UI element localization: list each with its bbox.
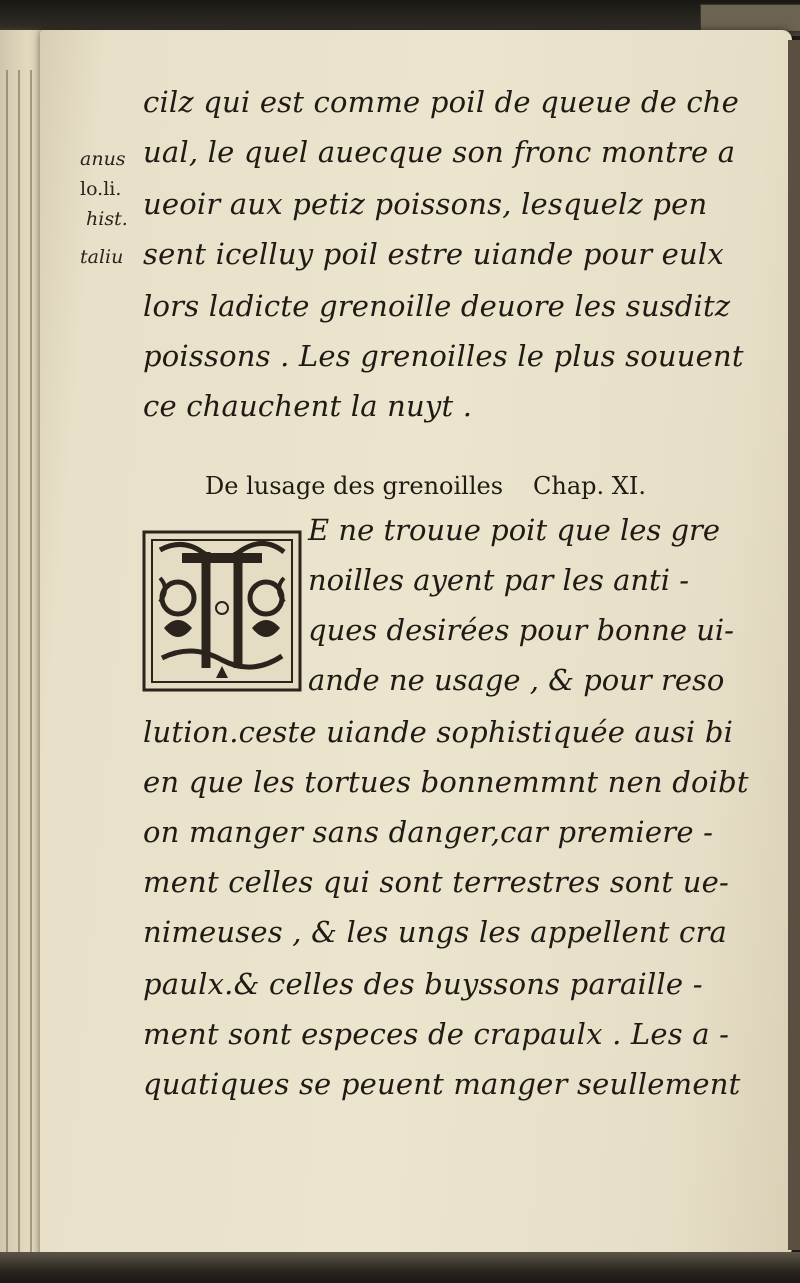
marginal-note: anus xyxy=(80,148,126,170)
text-line: en que les tortues bonnemmnt nen doibt xyxy=(143,765,749,799)
text-line: ment sont especes de crapaulx . Les a - xyxy=(143,1017,730,1051)
text-line: ual, le quel auecque son fronc montre a xyxy=(143,135,736,169)
marginal-note: lo.li. xyxy=(80,178,122,200)
text-line: on manger sans danger,car premiere - xyxy=(143,815,714,849)
text-line: nimeuses , & les ungs les appellent cra xyxy=(143,915,728,949)
scan-ruler xyxy=(700,4,800,32)
text-line: ques desirées pour bonne ui- xyxy=(308,613,734,647)
text-line: noilles ayent par les anti - xyxy=(308,563,689,597)
text-line: quatiques se peuent manger seullement xyxy=(143,1067,741,1101)
text-line: lors ladicte grenoille deuore les susditz xyxy=(143,289,731,323)
page-edge-line xyxy=(18,70,20,1270)
text-line: ment celles qui sont terrestres sont ue- xyxy=(143,865,729,899)
decorated-initial-letter xyxy=(142,528,302,694)
scan-bottom-border xyxy=(0,1252,800,1283)
page-edge-line xyxy=(30,70,32,1270)
chapter-title: De lusage des grenoilles xyxy=(205,472,504,500)
text-line: lution.ceste uiande sophistiquée ausi bi xyxy=(143,715,734,749)
page-edge-line xyxy=(6,70,8,1270)
chapter-heading xyxy=(205,474,646,498)
text-line: ce chauchent la nuyt . xyxy=(143,389,473,423)
text-line: cilz qui est comme poil de queue de che xyxy=(143,85,740,119)
text-line: ueoir aux petiz poissons, lesquelz pen xyxy=(143,187,708,221)
text-line: E ne trouue poit que les gre xyxy=(308,513,721,547)
marginal-note: taliu xyxy=(80,246,124,268)
text-line: paulx.& celles des buyssons paraille - xyxy=(143,967,703,1001)
text-line: ande ne usage , & pour reso xyxy=(308,663,725,697)
chapter-number: Chap. XI. xyxy=(533,472,646,500)
text-line: sent icelluy poil estre uiande pour eulx xyxy=(143,237,724,271)
page-edge-right xyxy=(788,40,800,1250)
text-line: poissons . Les grenoilles le plus souuent xyxy=(143,339,744,373)
marginal-note: hist. xyxy=(86,208,128,230)
